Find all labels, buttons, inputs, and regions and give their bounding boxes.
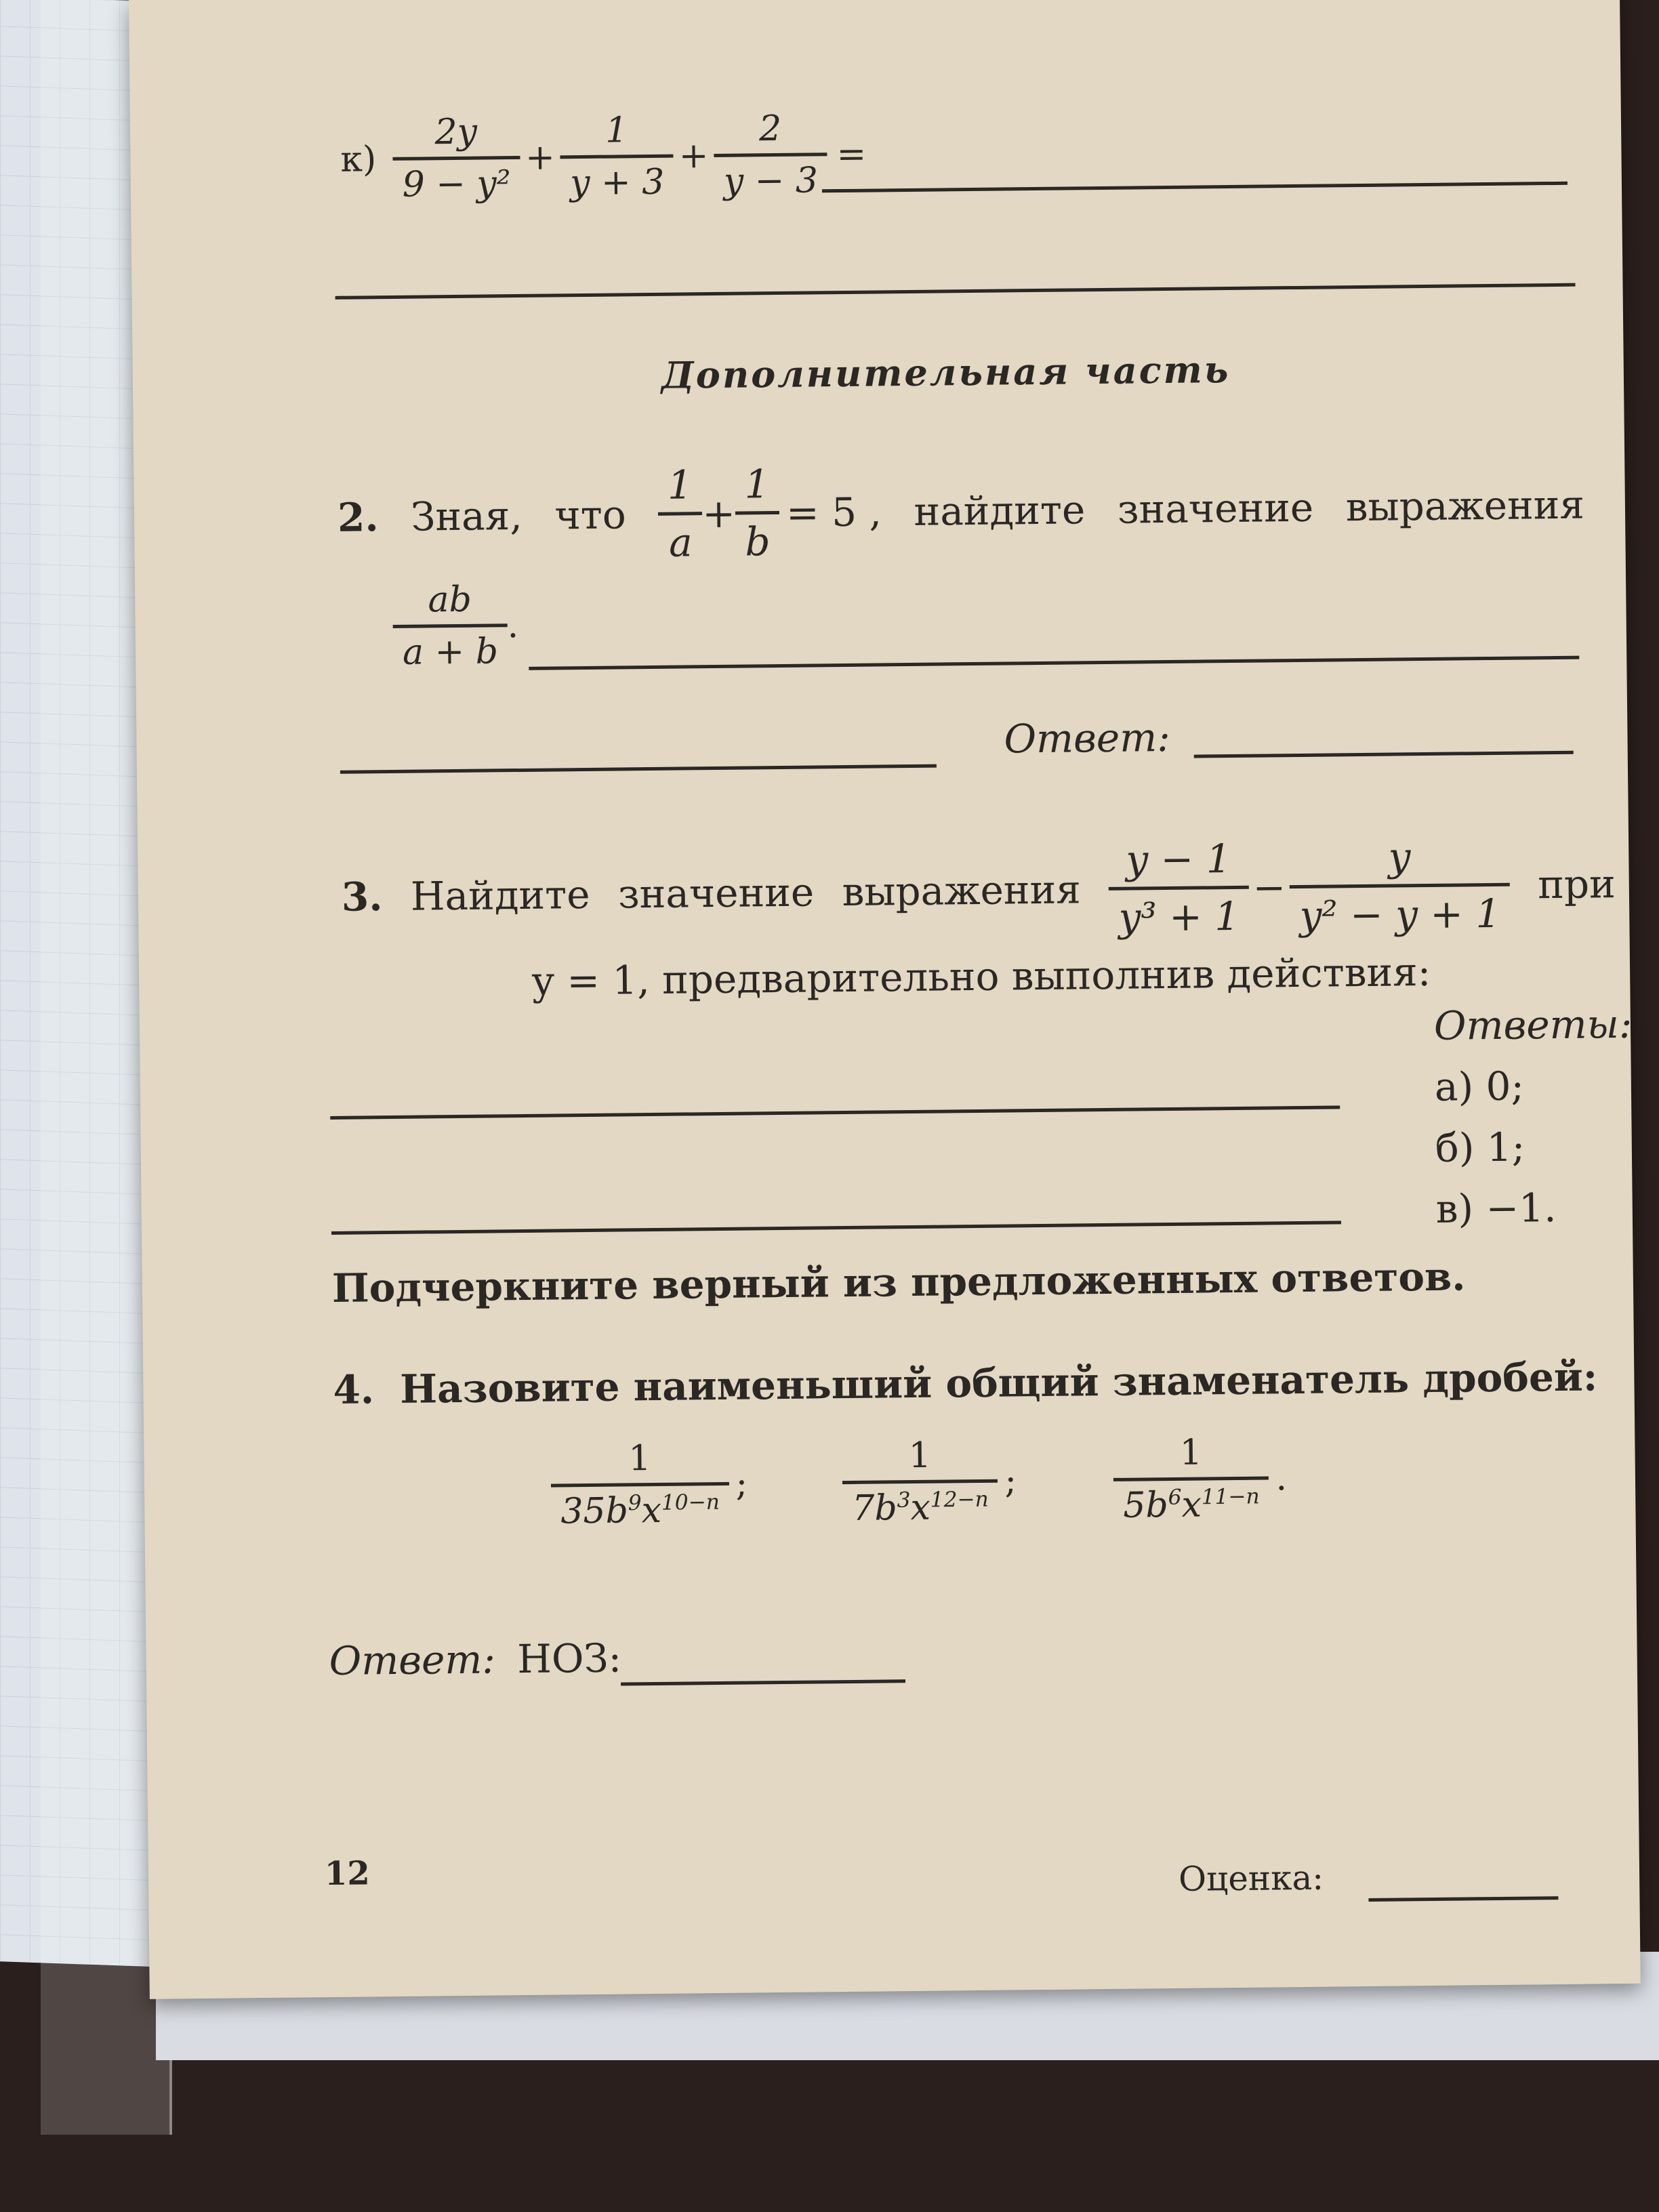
problem-2-text: что xyxy=(554,491,627,538)
answer-line-k2[interactable] xyxy=(335,283,1576,300)
section-title: Дополнительная часть xyxy=(661,348,1231,397)
denominator-coefficient: 35b xyxy=(560,1490,629,1532)
denominator-coefficient: 7b xyxy=(852,1488,898,1529)
equals-sign: = xyxy=(836,134,867,175)
fraction-k2 xyxy=(560,110,674,204)
answer-option-b[interactable]: б) 1; xyxy=(1435,1124,1525,1171)
answer-line-2[interactable] xyxy=(1194,751,1574,758)
working-line-3a[interactable] xyxy=(330,1105,1340,1120)
x-variable: x xyxy=(641,1490,662,1532)
fraction-denominator: a xyxy=(668,519,693,566)
problem-2 xyxy=(337,453,1585,569)
problem-4-heading xyxy=(333,1353,1597,1413)
problem-3-text: выражения xyxy=(842,865,1082,915)
x-exponent: 11−n xyxy=(1201,1484,1260,1510)
fraction-3 xyxy=(1113,1432,1269,1526)
fraction-k1 xyxy=(392,111,520,205)
fraction-denominator: b xyxy=(745,518,771,565)
grade-label: Оценка: xyxy=(1178,1858,1324,1899)
problem-3 xyxy=(341,832,1616,949)
problem-3-instruction: Подчеркните верный из предложенных ответов. xyxy=(331,1253,1466,1311)
separator: ; xyxy=(1004,1460,1017,1502)
problem-3-line2: y = 1, предварительно выполнив действия: xyxy=(531,948,1431,1004)
problem-2-text: Зная, xyxy=(410,492,523,540)
fraction-1-over-b xyxy=(735,461,780,565)
fraction-k3-denominator: y − 3 xyxy=(723,160,819,202)
problem-2-number: 2. xyxy=(337,493,379,541)
fraction-y-minus-1 xyxy=(1108,836,1249,941)
problem-4-fraction-3 xyxy=(1113,1431,1287,1526)
b-exponent: 9 xyxy=(628,1490,642,1516)
answer-option-a[interactable]: а) 0; xyxy=(1434,1063,1525,1110)
working-line-2[interactable] xyxy=(529,656,1579,670)
problem-4-fraction-2 xyxy=(842,1434,1017,1529)
x-exponent: 12−n xyxy=(930,1487,989,1513)
problem-3-text: Найдите xyxy=(410,871,590,920)
fraction-denominator: y³ + 1 xyxy=(1118,893,1240,941)
answer-line-4[interactable] xyxy=(621,1679,905,1685)
minus-sign: − xyxy=(1252,863,1286,911)
answers-label-3: Ответы: xyxy=(1433,1000,1633,1049)
fraction-numerator: 1 xyxy=(628,1438,651,1479)
fraction-denominator xyxy=(842,1487,998,1529)
plus-sign: + xyxy=(678,135,709,177)
problem-4-number: 4. xyxy=(333,1366,375,1413)
fraction-1 xyxy=(550,1437,729,1532)
equals-value: = 5 , xyxy=(785,488,882,536)
fraction-k3-numerator: 2 xyxy=(758,108,782,150)
problem-4-answer xyxy=(329,1635,621,1685)
working-line-2b[interactable] xyxy=(340,764,937,774)
period: . xyxy=(507,605,519,646)
answer-label-4: Ответ: xyxy=(329,1636,496,1685)
problem-2-text: значение xyxy=(1117,484,1314,533)
problem-3-expression xyxy=(1108,833,1510,941)
b-exponent: 6 xyxy=(1168,1485,1182,1510)
fraction-numerator: y xyxy=(1388,834,1411,880)
plus-sign: + xyxy=(701,490,736,537)
b-exponent: 3 xyxy=(897,1488,911,1513)
problem-k xyxy=(340,108,867,206)
problem-4-text: Назовите наименьший общий знаменатель дробей: xyxy=(399,1353,1598,1412)
grade-line[interactable] xyxy=(1368,1896,1558,1902)
denominator-coefficient: 5b xyxy=(1123,1485,1169,1526)
fraction-numerator: 1 xyxy=(1179,1432,1203,1473)
fraction-k2-numerator: 1 xyxy=(605,110,628,151)
answer-line-k1[interactable] xyxy=(822,182,1568,193)
problem-3-number: 3. xyxy=(341,873,383,920)
fraction-2 xyxy=(842,1435,998,1529)
fraction-denominator xyxy=(551,1490,729,1532)
answer-hint-noz: НОЗ: xyxy=(516,1635,622,1683)
problem-2-expression xyxy=(392,579,519,673)
problem-4-fraction-1 xyxy=(550,1437,747,1532)
fraction-ab-over-a-plus-b xyxy=(392,579,508,673)
fraction-k2-denominator: y + 3 xyxy=(569,161,665,204)
fraction-y-over-quadratic xyxy=(1289,833,1510,939)
fraction-numerator: y − 1 xyxy=(1126,836,1231,883)
separator: ; xyxy=(735,1463,748,1504)
fraction-denominator: y² − y + 1 xyxy=(1299,890,1501,939)
fraction-numerator: ab xyxy=(428,579,472,621)
problem-2-text: найдите xyxy=(914,486,1086,535)
answer-label-2: Ответ: xyxy=(1004,714,1171,762)
fraction-numerator: 1 xyxy=(908,1435,932,1477)
worksheet-page xyxy=(129,0,1641,1999)
answer-option-c[interactable]: в) −1. xyxy=(1435,1185,1557,1232)
fraction-1-over-a xyxy=(658,462,703,566)
problem-3-text: при xyxy=(1537,860,1616,907)
problem-k-label: к) xyxy=(340,138,377,180)
problem-3-text: значение xyxy=(617,868,815,918)
fraction-k1-denominator: 9 − y² xyxy=(402,163,511,205)
working-line-3b[interactable] xyxy=(331,1221,1341,1235)
fraction-numerator: 1 xyxy=(744,461,770,508)
x-variable: x xyxy=(1181,1484,1202,1525)
page-number: 12 xyxy=(324,1854,371,1893)
fraction-numerator: 1 xyxy=(667,462,693,508)
x-variable: x xyxy=(910,1487,931,1529)
separator: . xyxy=(1275,1457,1288,1498)
fraction-denominator xyxy=(1113,1484,1269,1526)
problem-2-condition xyxy=(658,459,882,565)
problem-2-text: выражения xyxy=(1345,481,1585,530)
fraction-denominator: a + b xyxy=(402,631,499,673)
fraction-k1-numerator: 2y xyxy=(434,111,478,153)
plus-sign: + xyxy=(525,136,556,178)
x-exponent: 10−n xyxy=(661,1490,720,1515)
fraction-k3 xyxy=(714,108,828,202)
